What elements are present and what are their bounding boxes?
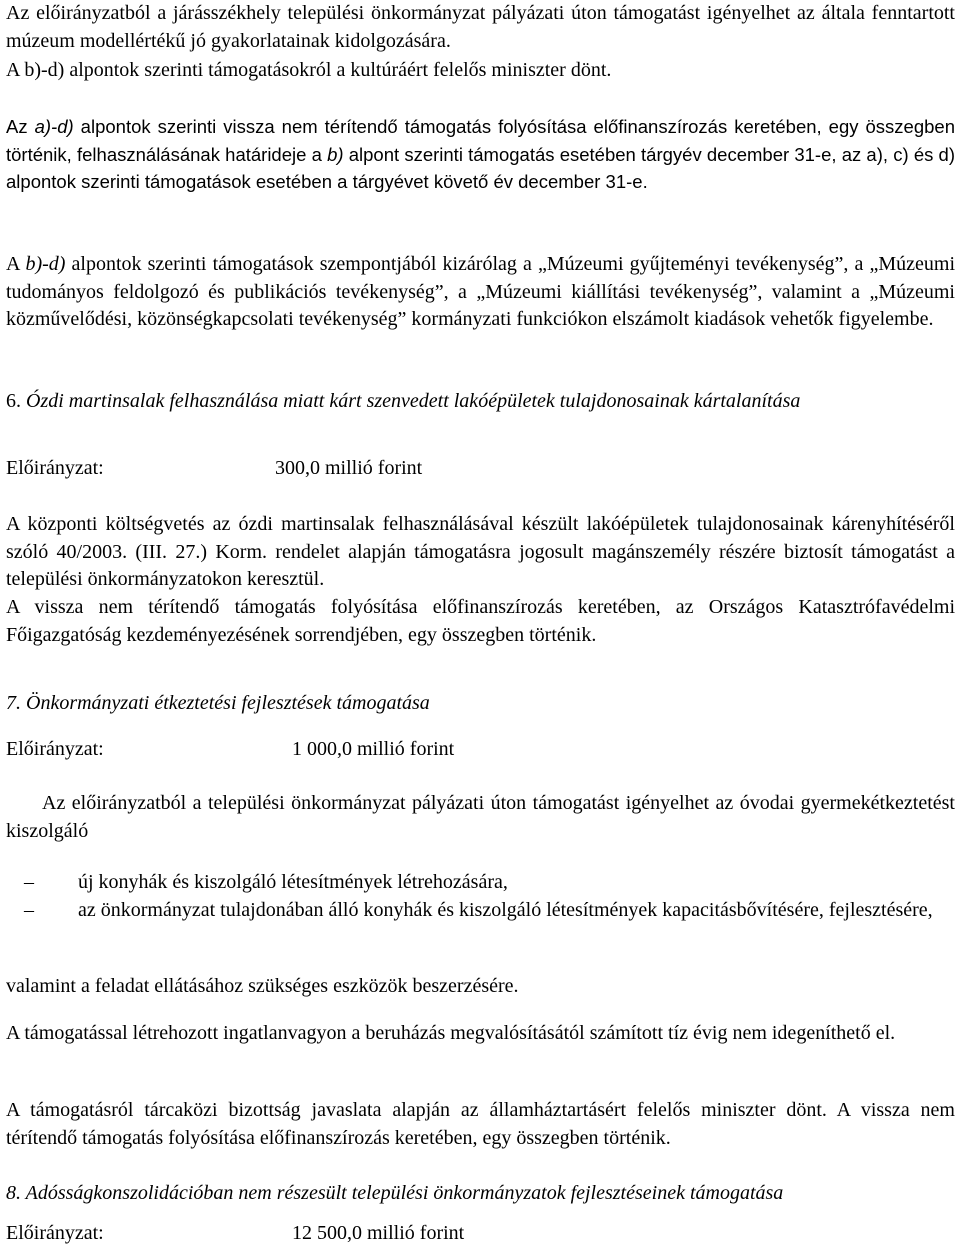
text-run: Az xyxy=(6,116,35,137)
appropriation-label: Előirányzat: xyxy=(6,1222,104,1244)
text-run-italic: b) xyxy=(327,143,344,165)
text-run: A xyxy=(6,253,26,275)
section-8-heading xyxy=(6,1180,955,1208)
dash-bullet: – xyxy=(24,871,34,893)
list-item-text: új konyhák és kiszolgáló létesítmények létrehozására, xyxy=(78,871,508,893)
section-6-heading xyxy=(6,388,955,416)
paragraph-text: A vissza nem térítendő támogatás folyósítása előfinanszírozás keretében, az Országos Katasztrófavédelmi Főigazgatóság kezdeményezésének sorrendjében, egy összegben történik. xyxy=(6,596,955,646)
text-run-italic: b)-d) xyxy=(25,253,66,275)
paragraph-minister-decision xyxy=(6,57,955,85)
text-run-italic: a)-d) xyxy=(34,116,74,137)
appropriation-label: Előirányzat: xyxy=(6,457,104,479)
section-title: 7. Önkormányzati étkeztetési fejlesztések támogatása xyxy=(6,692,430,714)
list-item xyxy=(6,897,955,925)
appropriation-amount: 12 500,0 millió forint xyxy=(292,1222,465,1244)
paragraph-text: Az előirányzatból a települési önkormányzat pályázati úton támogatást igényelhet az óvodai gyermekétkeztetést kiszolgáló xyxy=(6,792,955,842)
paragraph-prefinancing xyxy=(6,113,955,196)
paragraph-text: valamint a feladat ellátásához szükséges eszközök beszerzésére. xyxy=(6,975,519,997)
section-8-appropriation xyxy=(6,1220,955,1248)
paragraph-text: A támogatásról tárcaközi bizottság javaslata alapján az államháztartásért felelős miniszter dönt. A vissza nem térítendő támogatás folyósítása előfinanszírozás keretében, egy összegben történik. xyxy=(6,1099,955,1149)
section-title: Ózdi martinsalak felhasználása miatt kárt szenvedett lakóépületek tulajdonosainak kártalanítása xyxy=(26,390,801,412)
paragraph-ozd-prefinancing xyxy=(6,594,955,649)
paragraph-alienation-ban xyxy=(6,1020,955,1048)
paragraph-text: Az előirányzatból a járásszékhely települési önkormányzat pályázati úton támogatást igényelhet az általa fenntartott múzeum modellértékű jó gyakorlatainak kidolgozására. xyxy=(6,2,955,52)
list-item-text: az önkormányzat tulajdonában álló konyhák és kiszolgáló létesítmények kapacitásbővítésére, fejlesztésére, xyxy=(78,898,933,921)
paragraph-ozd-compensation xyxy=(6,511,955,594)
paragraph-text: A b)-d) alpontok szerinti támogatásokról a kultúráért felelős miniszter dönt. xyxy=(6,59,612,81)
appropriation-label: Előirányzat: xyxy=(6,738,104,760)
paragraph-functions xyxy=(6,251,955,334)
appropriation-amount: 1 000,0 millió forint xyxy=(292,738,455,760)
paragraph-museum-grant xyxy=(6,0,955,55)
paragraph-text: A támogatással létrehozott ingatlanvagyon a beruházás megvalósításától számított tíz évig nem idegeníthető el. xyxy=(6,1022,896,1044)
appropriation-amount: 300,0 millió forint xyxy=(275,457,423,479)
text-run: alpontok szerinti támogatások szempontjából kizárólag a „Múzeumi gyűjteményi tevékenység”, a „Múzeumi tudományos feldolgozó és publikációs tevékenység”, a „Múzeumi kiállítási tevékenység”, valamint a „Múzeumi közművelődési, közönségkapcsolati tevékenység” kormányzati funkciókon elszámolt kiadások vehetők figyelembe. xyxy=(6,253,955,330)
paragraph-catering-intro xyxy=(6,790,955,845)
catering-purpose-list xyxy=(6,869,955,924)
section-7-heading xyxy=(6,690,955,718)
section-title: 8. Adósságkonszolidációban nem részesült települési önkormányzatok fejlesztéseinek támogatása xyxy=(6,1182,784,1204)
paragraph-text: A központi költségvetés az ózdi martinsalak felhasználásával készült lakóépületek tulajdonosainak kárenyhítéséről szóló 40/2003. (III. 27.) Korm. rendelet alapján támogatásra jogosult magánszemély részére biztosít támogatást a települési önkormányzatokon keresztül. xyxy=(6,513,955,590)
section-number: 6. xyxy=(6,390,21,412)
text-run: alpontok szerinti vissza nem térítendő támogatás folyósítása előfinanszírozás keretében, egy összegben történik, felhasználásának határideje a xyxy=(6,116,955,165)
dash-bullet: – xyxy=(24,898,34,921)
section-6-appropriation xyxy=(6,455,955,483)
text-run: alpont szerinti támogatás esetében tárgyév december 31-e, az a), c) és d) alpontok szerinti támogatások esetében a tárgyévet követő év december 31-e. xyxy=(6,143,955,192)
paragraph-committee-decision xyxy=(6,1097,955,1152)
list-item xyxy=(6,869,955,897)
paragraph-equipment xyxy=(6,973,955,1001)
section-7-appropriation xyxy=(6,736,955,764)
